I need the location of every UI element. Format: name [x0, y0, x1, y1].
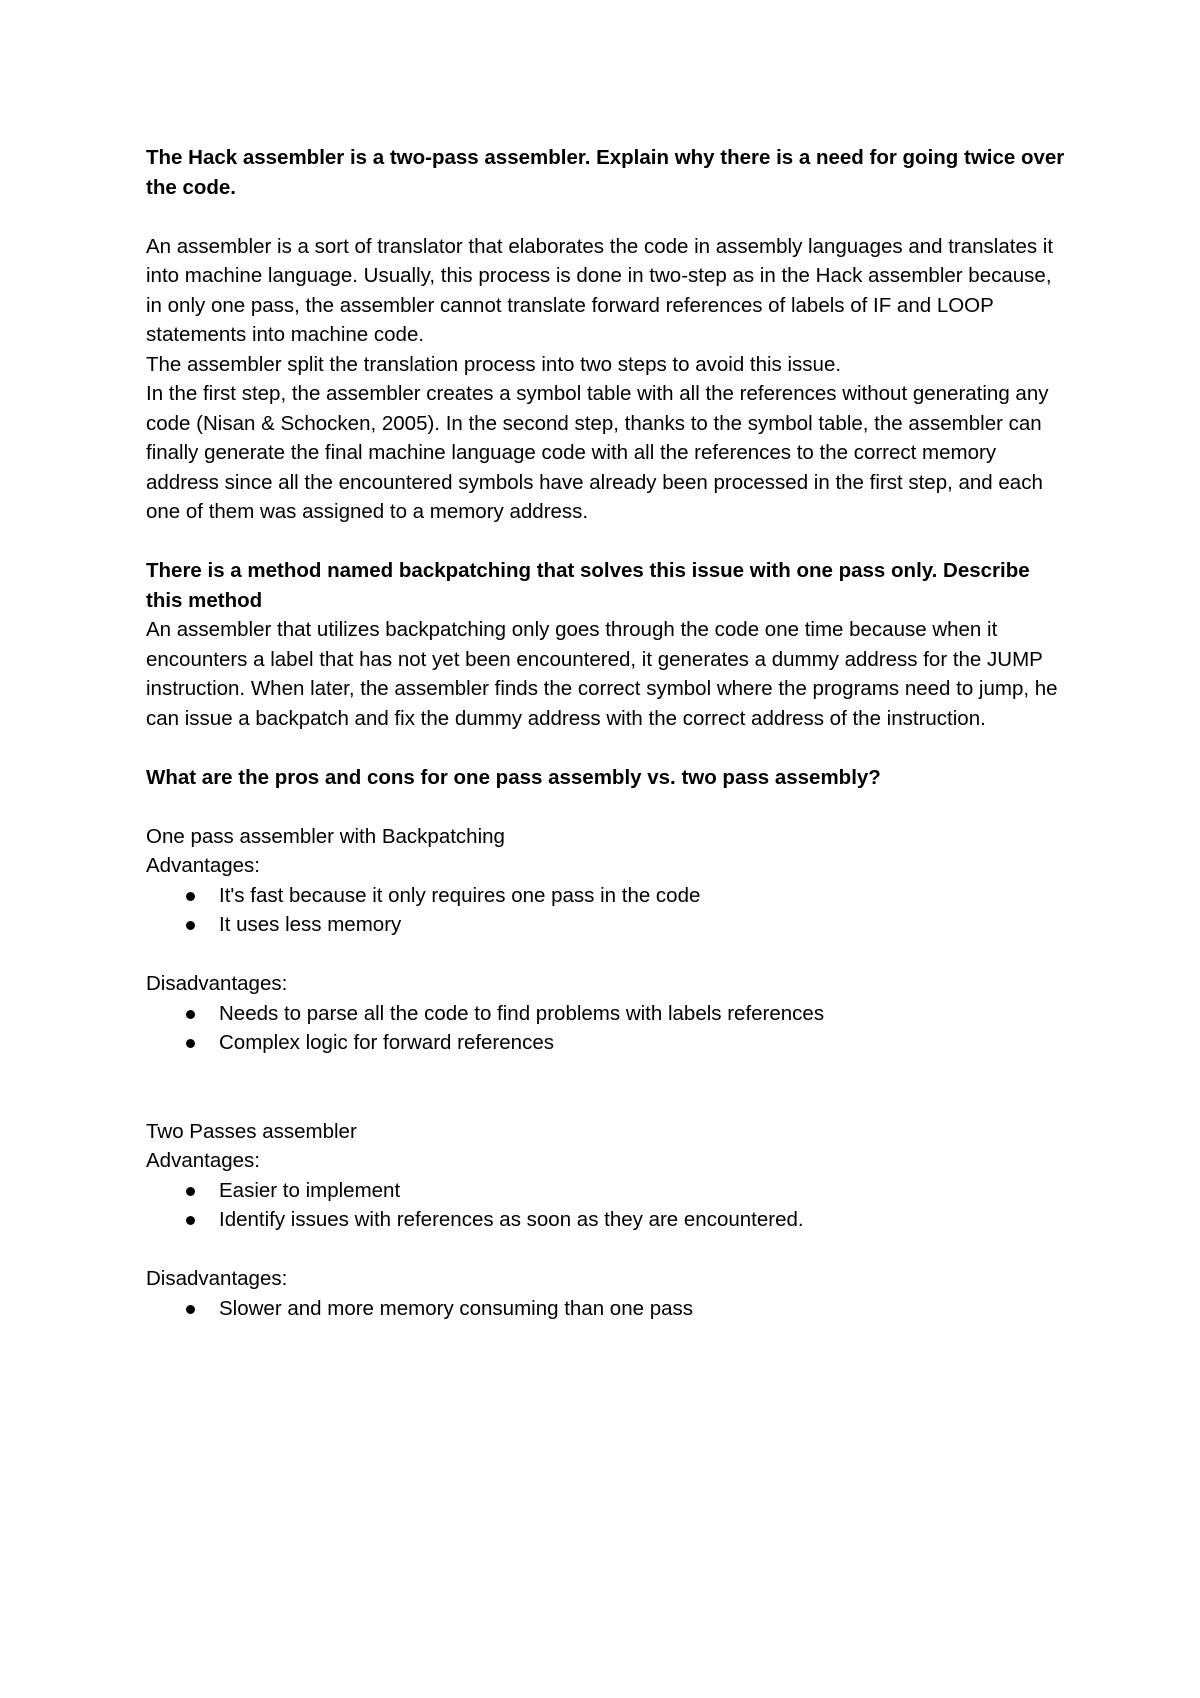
spacer — [146, 940, 1066, 970]
question-pros-cons: What are the pros and cons for one pass assembly vs. two pass assembly? — [146, 765, 881, 789]
one-pass-title: One pass assembler with Backpatching — [146, 824, 505, 848]
bullet-icon — [186, 1305, 195, 1314]
spacer — [146, 792, 1066, 822]
two-pass-advantages-label: Advantages: — [146, 1149, 260, 1172]
two-pass-title: Two Passes assembler — [146, 1119, 357, 1143]
question-two-pass: The Hack assembler is a two-pass assembler. Explain why there is a need for going twice over the code. — [146, 146, 1065, 199]
list-item: It uses less memory — [146, 910, 1066, 940]
bullet-icon — [186, 1010, 195, 1019]
spacer — [146, 527, 1066, 557]
list-item: Needs to parse all the code to find problems with labels references — [146, 999, 1066, 1029]
answer-paragraph-1: An assembler is a sort of translator that elaborates the code in assembly languages and translates it into machine language. Usually, this process is done in two-step as in the Hack assembler because, in only one pass, the assembler cannot translate forward references of labels of IF and LOOP statements into machine code. — [146, 234, 1054, 346]
spacer — [146, 1235, 1066, 1265]
bullet-icon — [186, 1187, 195, 1196]
bullet-icon — [186, 1216, 195, 1225]
list-item: Easier to implement — [146, 1176, 1066, 1206]
one-pass-advantages-list — [146, 881, 1066, 940]
spacer — [146, 202, 1066, 232]
list-item: Complex logic for forward references — [146, 1028, 1066, 1058]
one-pass-advantages-label: Advantages: — [146, 854, 260, 877]
bullet-icon — [186, 1039, 195, 1048]
spacer — [146, 1058, 1066, 1117]
answer-paragraph-3: In the first step, the assembler creates a symbol table with all the references without generating any code (Nisan & Schocken, 2005). In the second step, thanks to the symbol table, the assembler can finally generate the final machine language code with all the references to the correct memory address since all the encountered symbols have already been processed in the first step, and each one of them was assigned to a memory address. — [146, 382, 1049, 523]
one-pass-disadvantages-label: Disadvantages: — [146, 972, 288, 995]
bullet-icon — [186, 892, 195, 901]
list-item: It's fast because it only requires one pass in the code — [146, 881, 1066, 911]
document-page — [146, 143, 1066, 1323]
list-item: Slower and more memory consuming than one pass — [146, 1294, 1066, 1324]
two-pass-disadvantages-list — [146, 1294, 1066, 1324]
one-pass-disadvantages-list — [146, 999, 1066, 1058]
bullet-icon — [186, 921, 195, 930]
backpatching-answer: An assembler that utilizes backpatching only goes through the code one time because when it encounters a label that has not yet been encountered, it generates a dummy address for the JUMP instruction. When later, the assembler finds the correct symbol where the programs need to jump, he can issue a backpatch and fix the dummy address with the correct address of the instruction. — [146, 618, 1058, 730]
answer-paragraph-2: The assembler split the translation process into two steps to avoid this issue. — [146, 352, 842, 376]
two-pass-advantages-list — [146, 1176, 1066, 1235]
list-item: Identify issues with references as soon as they are encountered. — [146, 1205, 1066, 1235]
two-pass-disadvantages-label: Disadvantages: — [146, 1267, 288, 1290]
question-backpatching: There is a method named backpatching that solves this issue with one pass only. Describe this method — [146, 559, 1030, 612]
spacer — [146, 733, 1066, 763]
